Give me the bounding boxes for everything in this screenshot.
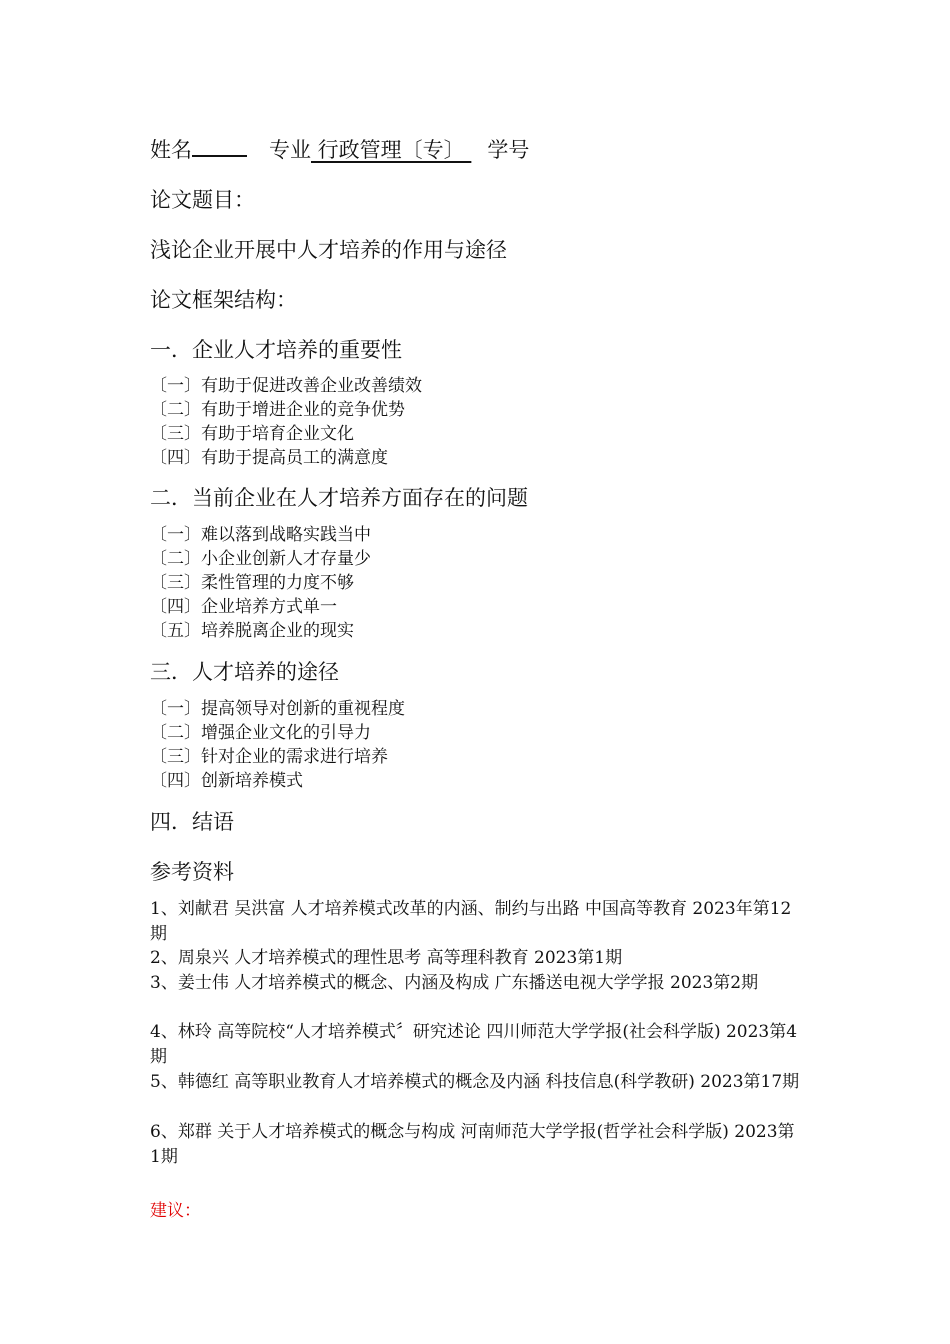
reference-item: 6、郑群 关于人才培养模式的概念与构成 河南师范大学学报(哲学社会科学版) 2023第1期 (150, 1122, 795, 1167)
student-id-label: 学号 (487, 138, 530, 162)
section-item: 〔一〕提高领导对创新的重视程度 (150, 699, 405, 719)
name-blank (192, 137, 247, 157)
section-item: 〔二〕小企业创新人才存量少 (150, 549, 371, 569)
section-heading: 四．结语 (150, 810, 234, 834)
section-item: 〔三〕有助于培育企业文化 (150, 424, 354, 444)
references-label: 参考资料 (150, 860, 234, 884)
section-item: 〔四〕有助于提高员工的满意度 (150, 448, 388, 468)
section-items (150, 697, 405, 793)
section-item: 〔三〕柔性管理的力度不够 (150, 573, 354, 593)
reference-item: 3、姜士伟 人才培养模式的概念、内涵及构成 广东播送电视大学学报 2023第2期 (150, 973, 759, 993)
major-label: 专业 (269, 138, 311, 162)
advice-label: 建议： (150, 1201, 201, 1221)
section-heading: 一．企业人才培养的重要性 (150, 338, 402, 362)
student-info-line (150, 136, 529, 164)
name-label: 姓名 (150, 138, 192, 162)
thesis-title-label: 论文题目： (150, 188, 255, 212)
section-items (150, 523, 371, 643)
reference-item: 2、周泉兴 人才培养模式的理性思考 高等理科教育 2023第1期 (150, 948, 623, 968)
section-item: 〔五〕培养脱离企业的现实 (150, 621, 354, 641)
section-item: 〔四〕企业培养方式单一 (150, 597, 337, 617)
section-heading: 二．当前企业在人才培养方面存在的问题 (150, 486, 528, 510)
reference-item: 1、刘献君 吴洪富 人才培养模式改革的内涵、制约与出路 中国高等教育 2023年第12期 (150, 899, 792, 944)
section-item: 〔一〕难以落到战略实践当中 (150, 525, 371, 545)
thesis-title: 浅论企业开展中人才培养的作用与途径 (150, 238, 507, 262)
section-item: 〔三〕针对企业的需求进行培养 (150, 747, 388, 767)
section-item: 〔一〕有助于促进改善企业改善绩效 (150, 376, 422, 396)
section-item: 〔四〕创新培养模式 (150, 771, 303, 791)
framework-label: 论文框架结构： (150, 288, 297, 312)
reference-item: 5、韩德红 高等职业教育人才培养模式的概念及内涵 科技信息(科学教研) 2023第17期 (150, 1072, 800, 1092)
section-items (150, 374, 422, 470)
major-value: 行政管理〔专〕 (311, 138, 472, 162)
section-item: 〔二〕增强企业文化的引导力 (150, 723, 371, 743)
section-item: 〔二〕有助于增进企业的竞争优势 (150, 400, 405, 420)
reference-item: 4、林玲 高等院校“人才培养模式〞研究述论 四川师范大学学报(社会科学版) 2023第4期 (150, 1022, 798, 1067)
section-heading: 三．人才培养的途径 (150, 660, 339, 684)
